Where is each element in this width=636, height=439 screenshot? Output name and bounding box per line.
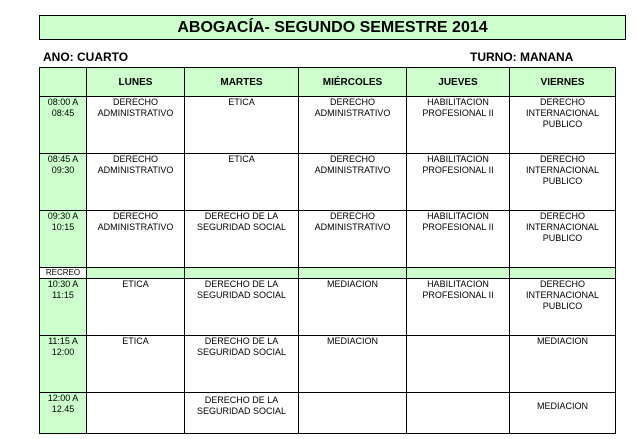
break-row [40, 268, 616, 279]
break-cell [87, 268, 185, 279]
time-slot: 08:45 A 09:30 [40, 154, 87, 211]
class-cell: DERECHO ADMINISTRATIVO [87, 97, 185, 154]
class-cell: DERECHO ADMINISTRATIVO [87, 154, 185, 211]
day-header: MARTES [185, 68, 299, 97]
page-title: ABOGACÍA- SEGUNDO SEMESTRE 2014 [39, 15, 626, 40]
class-cell: HABILITACION PROFESIONAL II [407, 279, 510, 336]
class-cell: ETICA [185, 154, 299, 211]
time-slot: 08:00 A 08:45 [40, 97, 87, 154]
day-header: MIÉRCOLES [299, 68, 407, 97]
class-cell: DERECHO DE LA SEGURIDAD SOCIAL [185, 279, 299, 336]
year-label: ANO: CUARTO [43, 50, 129, 64]
class-cell: DERECHO INTERNACIONAL PUBLICO [510, 154, 616, 211]
table-row [40, 393, 616, 434]
break-cell [510, 268, 616, 279]
class-cell: HABILITACION PROFESIONAL II [407, 154, 510, 211]
day-header: LUNES [87, 68, 185, 97]
class-cell [87, 393, 185, 434]
time-slot: 10:30 A 11:15 [40, 279, 87, 336]
class-cell: DERECHO DE LA SEGURIDAD SOCIAL [185, 336, 299, 393]
table-row [40, 279, 616, 336]
schedule-table [39, 67, 616, 434]
class-cell [407, 336, 510, 393]
class-cell: MEDIACION [510, 393, 616, 434]
class-cell: MEDIACION [299, 279, 407, 336]
header-row [40, 68, 616, 97]
table-row [40, 211, 616, 268]
table-row [40, 97, 616, 154]
class-cell: DERECHO INTERNACIONAL PUBLICO [510, 279, 616, 336]
class-cell: DERECHO DE LA SEGURIDAD SOCIAL [185, 393, 299, 434]
class-cell: DERECHO ADMINISTRATIVO [299, 211, 407, 268]
day-header: JUEVES [407, 68, 510, 97]
class-cell: DERECHO ADMINISTRATIVO [299, 154, 407, 211]
class-cell: DERECHO INTERNACIONAL PUBLICO [510, 211, 616, 268]
class-cell: HABILITACION PROFESIONAL II [407, 97, 510, 154]
class-cell: ETICA [185, 97, 299, 154]
class-cell: DERECHO ADMINISTRATIVO [87, 211, 185, 268]
time-slot: 11:15 A 12:00 [40, 336, 87, 393]
class-cell: HABILITACION PROFESIONAL II [407, 211, 510, 268]
class-cell: DERECHO INTERNACIONAL PUBLICO [510, 97, 616, 154]
time-slot: 09:30 A 10:15 [40, 211, 87, 268]
break-label: RECREO [40, 268, 87, 279]
shift-label: TURNO: MANANA [470, 50, 574, 64]
day-header: VIERNES [510, 68, 616, 97]
break-cell [185, 268, 299, 279]
class-cell: DERECHO ADMINISTRATIVO [299, 97, 407, 154]
corner-cell [40, 68, 87, 97]
class-cell [299, 393, 407, 434]
class-cell: MEDIACION [510, 336, 616, 393]
table-row [40, 154, 616, 211]
break-cell [407, 268, 510, 279]
class-cell: DERECHO DE LA SEGURIDAD SOCIAL [185, 211, 299, 268]
class-cell [407, 393, 510, 434]
class-cell: ETICA [87, 279, 185, 336]
time-slot: 12:00 A 12.45 [40, 393, 87, 434]
table-row [40, 336, 616, 393]
class-cell: ETICA [87, 336, 185, 393]
break-cell [299, 268, 407, 279]
class-cell: MEDIACION [299, 336, 407, 393]
